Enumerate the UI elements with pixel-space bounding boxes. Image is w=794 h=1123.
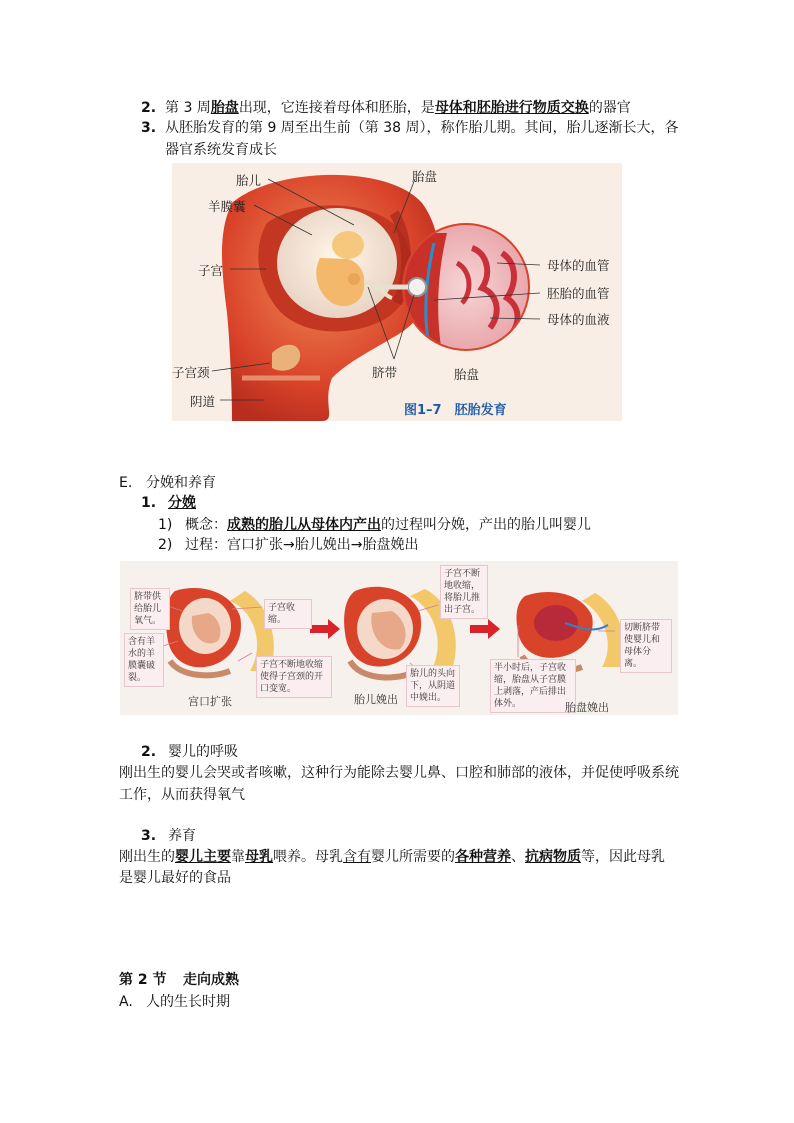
label-cervix: 子宫颈 (172, 365, 210, 380)
subsection-1-title: 分娩 (168, 495, 196, 511)
label-placenta-top: 胎盘 (412, 169, 438, 184)
subsection-1 (141, 493, 196, 513)
nurture-heading (141, 826, 196, 846)
concept-rest: 的过程叫分娩，产出的胎儿叫婴儿 (381, 517, 591, 533)
item-2-text-a: 第 3 周 (165, 100, 211, 116)
nurture-number: 3. (141, 828, 157, 844)
nurture-breastmilk: 母乳 (245, 849, 273, 865)
section-e-heading (119, 473, 216, 493)
item-2-text-b: 出现，它连接着母体和胚胎，是 (238, 100, 435, 116)
label-cord: 脐带 (372, 365, 398, 380)
nurture-nutrients: 各种营养 (455, 849, 511, 865)
nurture-text-g: 婴儿所需要的 (371, 849, 455, 865)
note-head-down: 胎儿的头向下，从阴道中娩出。 (406, 665, 460, 707)
nurture-text-a: 刚出生的 (119, 849, 175, 865)
item-2-exchange: 母体和胚胎进行物质交换 (434, 100, 589, 116)
section-2-label: 第 2 节 (119, 972, 167, 988)
embryo-development-figure (172, 163, 622, 421)
birth-process-figure (120, 561, 678, 715)
label-placenta-bottom: 胎盘 (454, 367, 480, 382)
process-text: 过程：宫口扩张→胎儿娩出→胎盘娩出 (185, 537, 419, 553)
stage-label-fetus-out: 胎儿娩出 (354, 693, 398, 706)
label-uterus: 子宫 (198, 263, 224, 278)
figure-caption: 图1–7 胚胎发育 (404, 403, 507, 418)
label-maternal-blood: 母体的血液 (547, 312, 610, 327)
note-cut-cord: 切断脐带使婴儿和母体分离。 (620, 619, 672, 673)
section-2-heading (119, 970, 239, 990)
section-e-title: 分娩和养育 (146, 475, 216, 491)
note-cord-oxygen: 脐带供给胎儿氧气。 (130, 588, 170, 630)
nurture-comma: 、 (511, 849, 525, 865)
nurture-line-2: 是婴儿最好的食品 (119, 870, 231, 886)
item-3-number: 3. (141, 120, 157, 136)
nurture-title: 养育 (168, 828, 196, 844)
breathing-line-1: 刚出生的婴儿会哭或者咳嗽，这种行为能除去婴儿鼻、口腔和肺部的液体，并促使呼吸系统 (119, 765, 679, 781)
concept-label: 概念： (185, 517, 227, 533)
nurture-line-1 (119, 847, 665, 867)
nurture-text-k: 等，因此母乳 (581, 849, 665, 865)
label-maternal-vessel: 母体的血管 (547, 258, 610, 273)
breathing-heading (141, 742, 238, 762)
note-placenta-expelled: 半小时后，子宫收缩，胎盘从子宫膜上剥落，产后排出体外。 (490, 659, 576, 713)
note-uterus-contraction: 子宫收缩。 (264, 599, 312, 629)
nurture-contains: 含有 (343, 849, 371, 865)
breathing-line-2: 工作，从而获得氧气 (119, 787, 245, 803)
label-fetus: 胎儿 (236, 173, 262, 188)
subsection-a (119, 992, 230, 1012)
process-number: 2) (158, 537, 173, 553)
birth-stages-illustration (120, 561, 678, 715)
item-2-text-c: 的器官 (588, 100, 631, 116)
item-3 (141, 118, 679, 138)
process-line (158, 535, 418, 555)
subsection-1-number: 1. (141, 495, 157, 511)
stage-label-dilation: 宫口扩张 (188, 695, 232, 708)
subsection-a-title: 人的生长时期 (146, 994, 230, 1010)
label-vagina: 阴道 (190, 394, 216, 409)
item-2 (141, 98, 631, 118)
note-cervix-widen: 子宫不断地收缩使得子宫颈的开口变宽。 (256, 656, 332, 698)
breathing-title: 婴儿的呼吸 (168, 744, 238, 760)
section-e-letter: E. (119, 475, 133, 491)
nurture-text-c: 靠 (231, 849, 245, 865)
concept-key: 成熟的胎儿从母体内产出 (227, 517, 381, 533)
nurture-text-e: 喂养。母乳 (273, 849, 343, 865)
item-3-line-1: 从胚胎发育的第 9 周至出生前（第 38 周），称作胎儿期。其间，胎儿逐渐长大，各 (165, 120, 679, 136)
label-amnion: 羊膜囊 (208, 199, 246, 214)
breathing-number: 2. (141, 744, 157, 760)
section-2-title: 走向成熟 (183, 972, 239, 988)
item-2-number: 2. (141, 100, 157, 116)
concept-line (158, 515, 591, 535)
concept-number: 1) (158, 517, 173, 533)
note-amnion-rupture: 含有羊水的羊膜囊破裂。 (124, 633, 164, 687)
subsection-a-letter: A. (119, 994, 133, 1010)
item-3-line-2: 器官系统发育成长 (165, 142, 277, 158)
nurture-mainly: 婴儿主要 (175, 849, 231, 865)
note-push-fetus: 子宫不断地收缩，将胎儿推出子宫。 (440, 565, 488, 619)
stage-label-placenta-out: 胎盘娩出 (565, 701, 609, 714)
label-embryo-vessel: 胚胎的血管 (547, 286, 610, 301)
item-2-placenta: 胎盘 (210, 100, 239, 116)
nurture-antibodies: 抗病物质 (525, 849, 581, 865)
